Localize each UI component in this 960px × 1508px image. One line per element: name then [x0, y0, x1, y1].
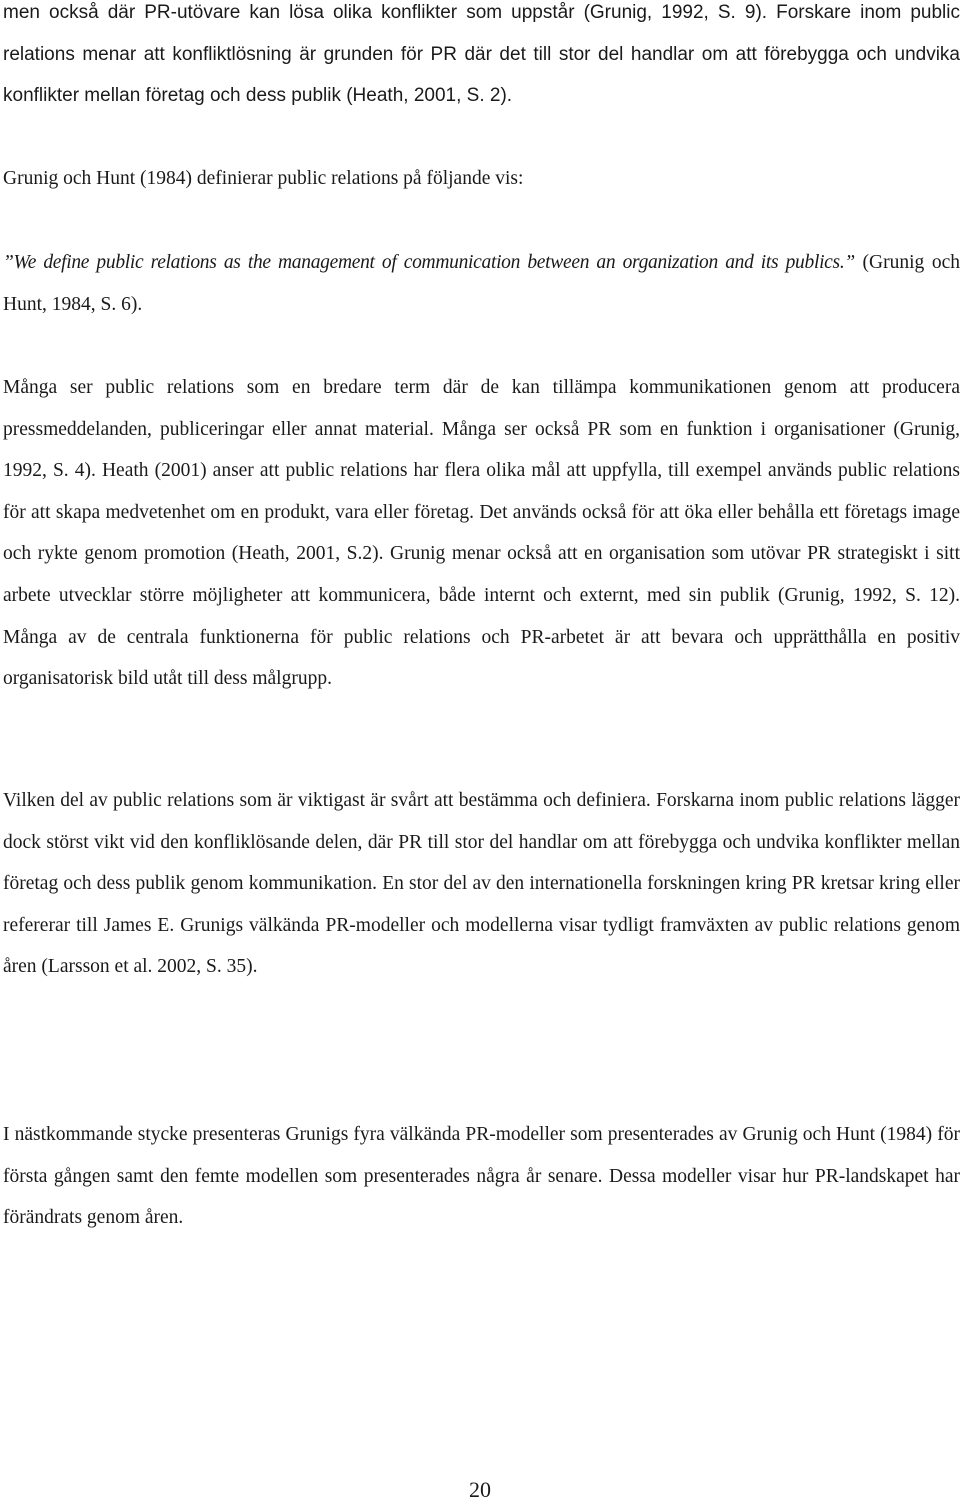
page-number: 20 [469, 1477, 491, 1502]
quote-text: ”We define public relations as the management of communication between an organization and its publics.” [3, 252, 855, 273]
paragraph-next-section: I nästkommande stycke presenteras Grunigs fyra välkända PR-modeller som presenterades av Grunig och Hunt (1984) för första gången samt den femte modellen som presenterades några år senare. Dessa modeller visar hur PR-landskapet har förändrats genom åren. [3, 1124, 960, 1229]
paragraph-important-part: Vilken del av public relations som är viktigast är svårt att bestämma och definiera. Forskarna inom public relations lägger dock störst vikt vid den konfliklösande delen, där PR till stor del handlar om att förebygga och undvika konflikter mellan företag och dess publik genom kommunikation. En stor del av den internationella forskningen kring PR kretsar kring eller refererar till James E. Grunigs välkända PR-modeller och modellerna visar tydligt framväxten av public relations genom åren (Larsson et al. 2002, S. 35). [3, 790, 960, 978]
paragraph-definition-intro: Grunig och Hunt (1984) definierar public relations på följande vis: [3, 168, 524, 189]
quote-citation: (Grunig och Hunt, 1984, S. 6). [3, 252, 960, 315]
paragraph-definition-quote [3, 242, 960, 325]
paragraph-conflict-resolution: men också där PR-utövare kan lösa olika konflikter som uppstår (Grunig, 1992, S. 9). Forskare inom public relations menar att konfliktlösning är grunden för PR där det till stor del handlar om att förebygga och undvika konflikter mellan företag och dess publik (Heath, 2001, S. 2). [3, 2, 960, 107]
paragraph-pr-functions: Många ser public relations som en bredare term där de kan tillämpa kommunikationen genom att producera pressmeddelanden, publiceringar eller annat material. Många ser också PR som en funktion i organisationer (Grunig, 1992, S. 4). Heath (2001) anser att public relations har flera olika mål att uppfylla, till exempel används public relations för att skapa medvetenhet om en produkt, vara eller företag. Det används också för att öka eller behålla ett företags image och rykte genom promotion (Heath, 2001, S.2). Grunig menar också att en organisation som utövar PR strategiskt i sitt arbete utvecklar större möjligheter att kommunicera, både internt och externt, med sin publik (Grunig, 1992, S. 12). Många av de centrala funktionerna för public relations och PR-arbetet är att bevara och upprätthålla en positiv organisatorisk bild utåt till dess målgrupp. [3, 377, 960, 690]
